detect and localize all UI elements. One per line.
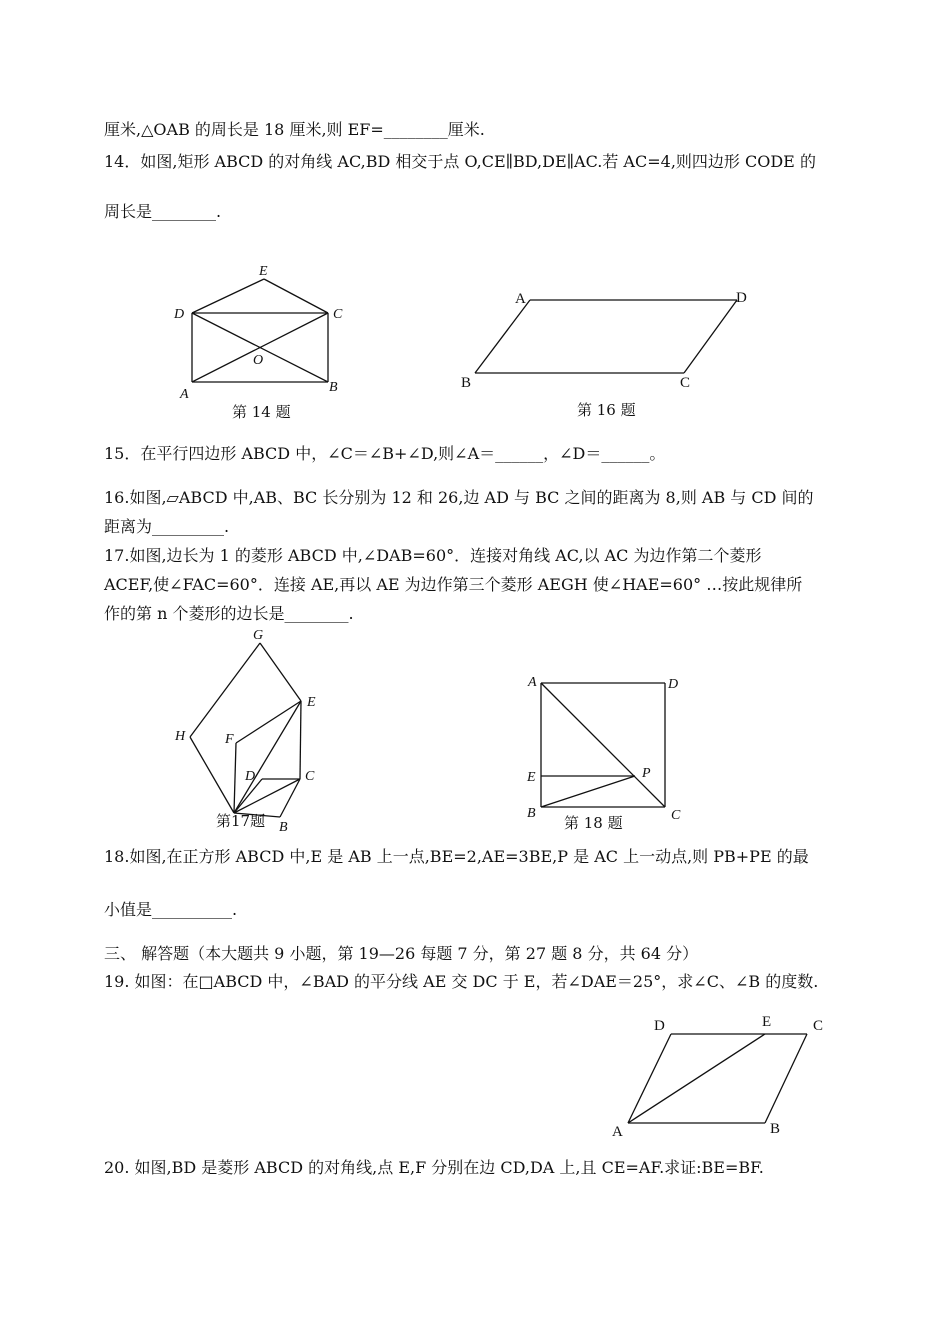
label-d: D	[654, 1018, 665, 1034]
question-17-text-2: ACEF,使∠FAC=60°．连接 AE,再以 AE 为边作第三个菱形 AEGH 使∠HAE=60° …按此规律所	[104, 575, 803, 594]
label-f: F	[225, 732, 234, 747]
question-18-text: 18.如图,在正方形 ABCD 中,E 是 AB 上一点,BE=2,AE=3BE,P 是 AC 上一动点,则 PB+PE 的最	[104, 847, 809, 866]
diagonal-ac	[541, 683, 665, 807]
figure-18	[520, 668, 700, 838]
figure-17-caption: 第17题	[216, 812, 266, 830]
label-c: C	[680, 375, 691, 391]
label-e: E	[259, 264, 268, 279]
question-15-text: 15．在平行四边形 ABCD 中，∠C＝∠B+∠D,则∠A＝______，∠D＝______。	[104, 444, 666, 463]
label-a: A	[515, 291, 526, 307]
label-a: A	[528, 675, 537, 690]
label-d: D	[668, 677, 679, 692]
question-16-answer-line: 距离为_________.	[104, 517, 230, 536]
label-a: A	[180, 387, 189, 402]
parallelogram-abcd	[475, 300, 737, 373]
question-18-answer-line: 小值是__________.	[104, 900, 238, 919]
figure-19	[605, 1008, 845, 1143]
label-c: C	[813, 1018, 824, 1034]
label-o: O	[253, 353, 264, 368]
label-d: D	[245, 769, 256, 784]
label-a: A	[612, 1124, 623, 1140]
label-b: B	[770, 1121, 781, 1137]
segment-de	[192, 279, 264, 313]
question-14-text: 14．如图,矩形 ABCD 的对角线 AC,BD 相交于点 O,CE∥BD,DE∥AC.若 AC=4,则四边形 CODE 的	[104, 152, 816, 171]
label-b: B	[461, 375, 472, 391]
label-b: B	[329, 380, 338, 395]
label-b: B	[279, 820, 288, 835]
label-g: G	[253, 628, 264, 643]
section-3-heading: 三、 解答题（本大题共 9 小题，第 19—26 每题 7 分，第 27 题 8 分，共 64 分）	[104, 944, 699, 963]
figure-14	[170, 258, 360, 428]
label-p: P	[642, 766, 651, 781]
figure-16-caption: 第 16 题	[577, 401, 636, 419]
text-line-1: 厘米,△OAB 的周长是 18 厘米,则 EF=________厘米.	[104, 120, 485, 139]
figure-14-caption: 第 14 题	[232, 403, 291, 421]
label-b: B	[527, 806, 536, 821]
question-16-text: 16.如图,▱ABCD 中,AB、BC 长分别为 12 和 26,边 AD 与 BC 之间的距离为 8,则 AB 与 CD 间的	[104, 488, 814, 507]
parallelogram-abcd	[628, 1034, 807, 1123]
question-17-text-3: 作的第 n 个菱形的边长是________.	[104, 604, 354, 623]
question-20-text: 20. 如图,BD 是菱形 ABCD 的对角线,点 E,F 分别在边 CD,DA 上,且 CE=AF.求证:BE=BF.	[104, 1158, 764, 1177]
figure-18-caption: 第 18 题	[564, 814, 623, 832]
label-c: C	[333, 307, 343, 322]
question-14-answer-line: 周长是________.	[104, 202, 222, 221]
label-c: C	[305, 769, 315, 784]
segment-bp	[541, 776, 635, 807]
label-c: C	[671, 808, 681, 823]
label-e: E	[307, 695, 316, 710]
label-h: H	[175, 729, 186, 744]
segment-ae	[628, 1034, 765, 1123]
label-d: D	[174, 307, 185, 322]
question-19-text: 19. 如图：在□ABCD 中，∠BAD 的平分线 AE 交 DC 于 E，若∠DAE＝25°，求∠C、∠B 的度数.	[104, 972, 819, 991]
label-e: E	[762, 1014, 772, 1030]
label-e: E	[527, 770, 536, 785]
figure-17	[168, 625, 328, 840]
question-17-text-1: 17.如图,边长为 1 的菱形 ABCD 中,∠DAB=60°．连接对角线 AC,以 AC 为边作第二个菱形	[104, 546, 762, 565]
figure-16	[455, 285, 775, 425]
label-d: D	[736, 290, 747, 306]
segment-ce	[264, 279, 328, 313]
